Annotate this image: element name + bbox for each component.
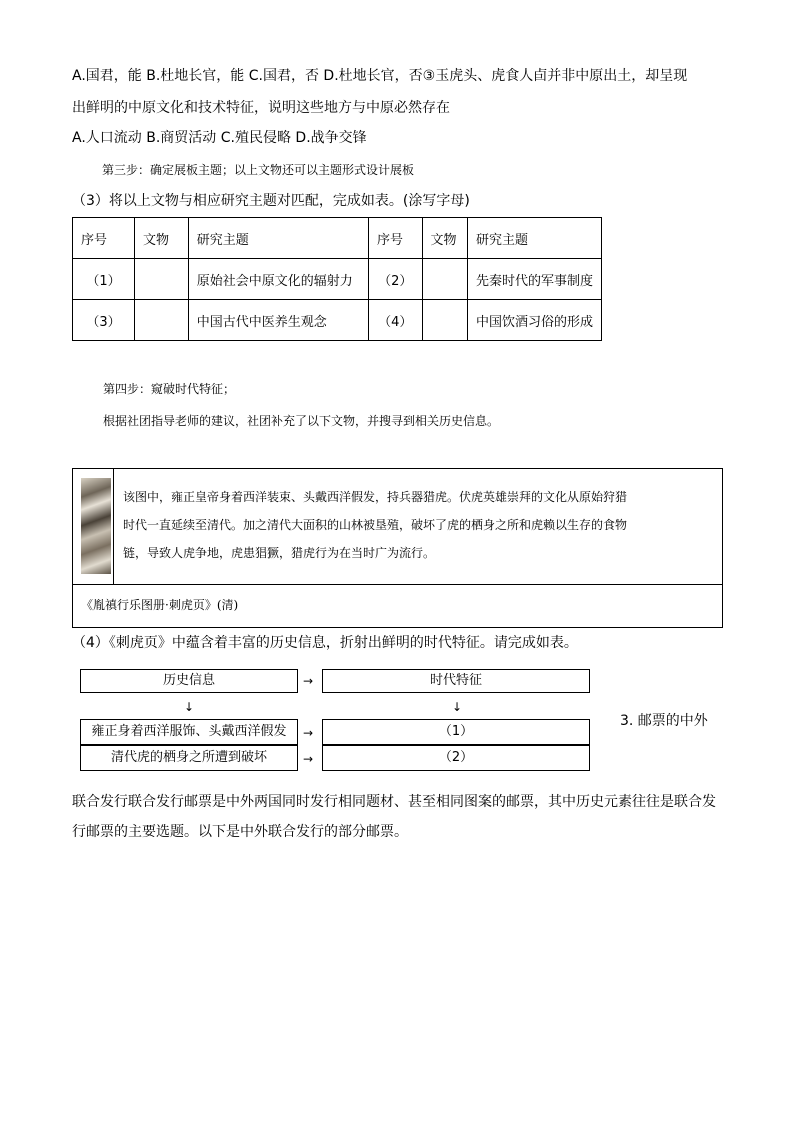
- down-arrow-icon: ↓: [452, 700, 463, 714]
- description-line: 时代一直延续至清代。加之清代大面积的山林被垦殖，破坏了虎的栖身之所和虎赖以生存的食物: [123, 518, 628, 532]
- paragraph-line: 联合发行联合发行邮票是中外两国同时发行相同题材、甚至相同图案的邮票，其中历史元素往往是联合发: [72, 794, 716, 810]
- artifact-caption: 《胤禛行乐图册·刺虎页》(清): [81, 598, 239, 612]
- description-line: 该图中，雍正皇帝身着西洋装束、头戴西洋假发，持兵器猎虎。伏虎英雄崇拜的文化从原始狩猎: [123, 490, 628, 504]
- description-line: 链，导致人虎争地，虎患猖獗，猎虎行为在当时广为流行。: [123, 546, 436, 560]
- table-header-cell: 研究主题: [467, 218, 601, 259]
- table-header-cell: 文物: [422, 218, 467, 259]
- table-cell: 中国饮酒习俗的形成: [467, 300, 601, 341]
- flow-left-item: 雍正身着西洋服饰、头戴西洋假发: [80, 719, 298, 745]
- section3-heading: 3. 邮票的中外: [620, 713, 708, 729]
- right-arrow-icon: →: [303, 674, 314, 688]
- table-cell: （4）: [369, 300, 423, 341]
- table-cell: 先秦时代的军事制度: [467, 259, 601, 300]
- table-cell-blank[interactable]: [134, 259, 188, 300]
- q3-stem-start: ③玉虎头、虎食人卣并非中原出土，却呈现: [422, 68, 688, 84]
- task3-instruction: （3）将以上文物与相应研究主题对匹配，完成如表。(涂写字母): [72, 193, 470, 209]
- right-arrow-icon: →: [303, 726, 314, 740]
- q2-options: A.国君，能 B.杜地长官，能 C.国君，否 D.杜地长官，否: [72, 68, 423, 84]
- table-cell: （1）: [73, 259, 135, 300]
- step4-heading: 第四步：窥破时代特征；: [103, 382, 236, 396]
- down-arrow-icon: ↓: [184, 700, 195, 714]
- flow-right-header: 时代特征: [322, 669, 590, 693]
- table-header-cell: 研究主题: [188, 218, 368, 259]
- table-cell: （3）: [73, 300, 135, 341]
- painting-thumbnail: [81, 478, 111, 574]
- step3-heading: 第三步：确定展板主题；以上文物还可以主题形式设计展板: [102, 163, 415, 177]
- flow-left-item: 清代虎的栖身之所遭到破坏: [80, 745, 298, 771]
- q3-stem-cont: 出鲜明的中原文化和技术特征，说明这些地方与中原必然存在: [72, 100, 450, 116]
- table-cell-blank[interactable]: [422, 259, 467, 300]
- q3-options: A.人口流动 B.商贸活动 C.殖民侵略 D.战争交锋: [72, 130, 367, 146]
- box-vertical-divider: [113, 469, 114, 584]
- table-header-cell: 序号: [73, 218, 135, 259]
- table-cell-blank[interactable]: [422, 300, 467, 341]
- table-header-cell: 序号: [369, 218, 423, 259]
- table-cell: 原始社会中原文化的辐射力: [188, 259, 368, 300]
- flow-left-header: 历史信息: [80, 669, 298, 693]
- table-cell-blank[interactable]: [134, 300, 188, 341]
- box-horizontal-divider: [73, 584, 722, 585]
- artifact-description: [123, 483, 713, 567]
- table-row: [73, 259, 602, 300]
- q2-options-and-q3-stem: [72, 66, 687, 86]
- artifact-info-box: [72, 468, 723, 628]
- table-cell: （2）: [369, 259, 423, 300]
- right-arrow-icon: →: [303, 752, 314, 766]
- step4-description: 根据社团指导老师的建议，社团补充了以下文物，并搜寻到相关历史信息。: [103, 414, 500, 428]
- task4-instruction: （4）《刺虎页》中蕴含着丰富的历史信息，折射出鲜明的时代特征。请完成如表。: [72, 635, 578, 651]
- paragraph-line: 行邮票的主要选题。以下是中外联合发行的部分邮票。: [72, 824, 408, 840]
- table-row: [73, 300, 602, 341]
- flow-right-item-blank[interactable]: （2）: [322, 745, 590, 771]
- matching-table: [72, 217, 602, 341]
- table-header-row: [73, 218, 602, 259]
- table-cell: 中国古代中医养生观念: [188, 300, 368, 341]
- table-header-cell: 文物: [134, 218, 188, 259]
- flow-right-item-blank[interactable]: （1）: [322, 719, 590, 745]
